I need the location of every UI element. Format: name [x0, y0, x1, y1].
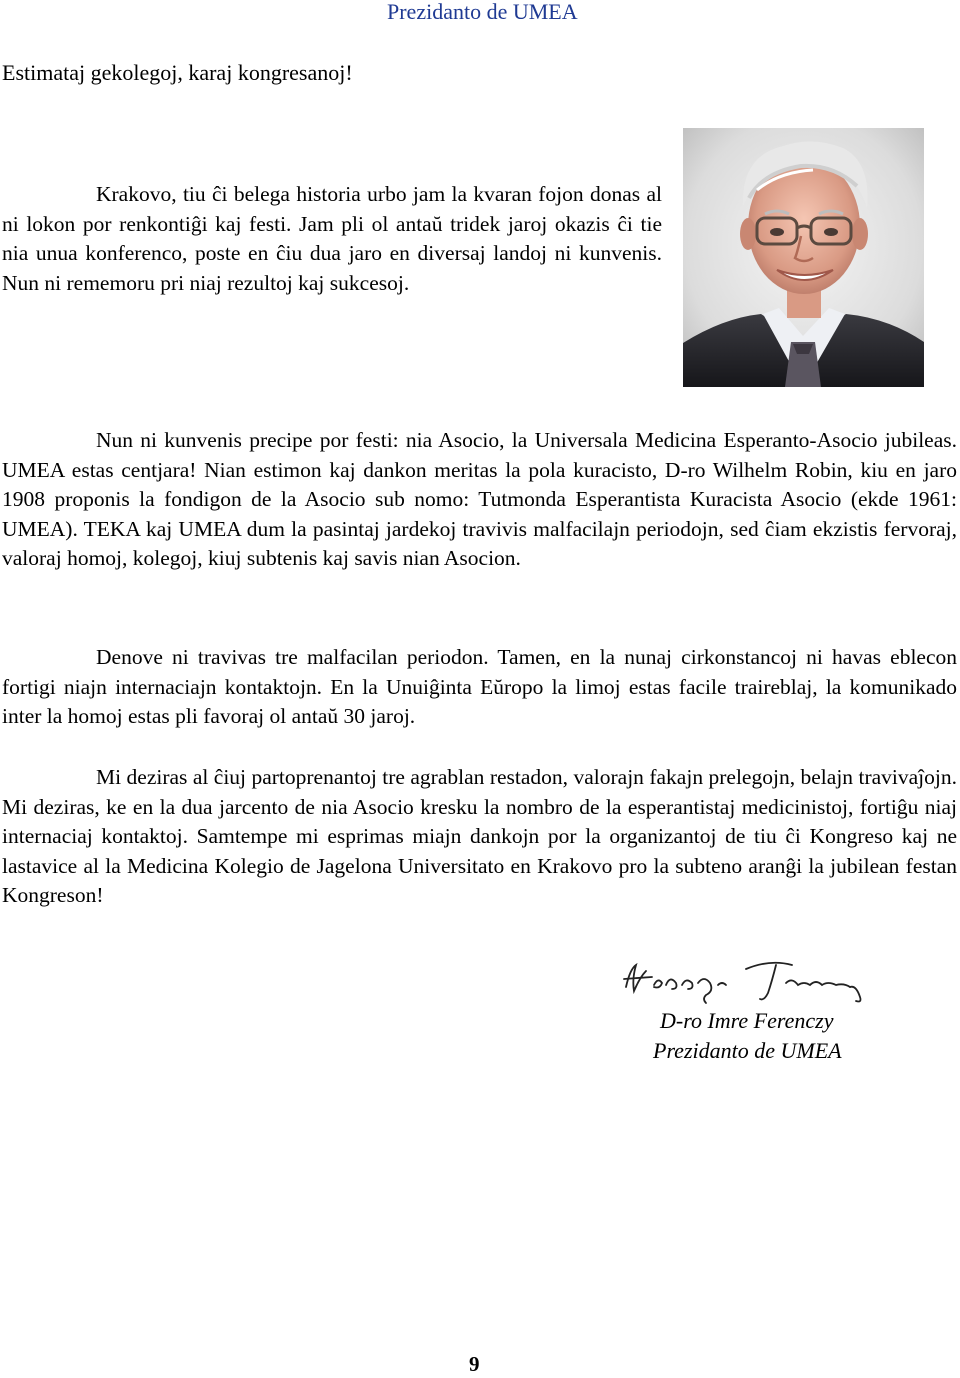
paragraph-3 — [2, 643, 957, 732]
running-header: Prezidanto de UMEA — [387, 0, 578, 24]
paragraph-4-text: Mi deziras al ĉiuj partoprenantoj tre agrablan restadon, valorajn fakajn prelegojn, belajn travivaĵojn. Mi deziras, ke en la dua jarcento de nia Asocio kresku la nombro de la esperantistaj medicinistoj, fortiĝu niaj internaciaj kontaktoj. Samtempe mi esprimas miajn dankojn por la organizantoj de tiu ĉi Kongreso kaj ne lastavice al la Medicina Kolegio de Jagelona Universitato en Krakovo pro la subteno aranĝi la jubilean festan Kongreson! — [2, 765, 957, 908]
handwritten-signature-icon — [600, 955, 890, 1007]
portrait-icon — [683, 128, 924, 387]
paragraph-2 — [2, 426, 957, 574]
signature-block — [600, 955, 900, 1085]
paragraph-3-text: Denove ni travivas tre malfacilan periodon. Tamen, en la nunaj cirkonstancoj ni havas eblecon fortigi niajn internaciajn kontaktojn. En la Unuiĝinta Eŭropo la limoj estas facile traireblaj, la komunikado inter la homoj estas pli favoraj ol antaŭ 30 jaroj. — [2, 645, 957, 729]
paragraph-1 — [2, 180, 662, 298]
portrait-photo — [683, 128, 924, 387]
signature-title: Prezidanto de UMEA — [653, 1038, 842, 1063]
paragraph-1-text: Krakovo, tiu ĉi belega historia urbo jam la kvaran fojon donas al ni lokon por renkontiĝi kaj festi. Jam pli ol antaŭ tridek jaroj okazis ĉi tie nia unua konferenco, poste en ĉiu dua jaro en diversaj landoj ni kunvenis. Nun ni rememoru pri niaj rezultoj kaj sukcesoj. — [2, 182, 662, 295]
greeting: Estimataj gekolegoj, karaj kongresanoj! — [2, 60, 353, 85]
paragraph-4 — [2, 763, 957, 911]
signature-name: D-ro Imre Ferenczy — [660, 1008, 834, 1033]
page-number: 9 — [469, 1352, 480, 1376]
paragraph-2-text: Nun ni kunvenis precipe por festi: nia Asocio, la Universala Medicina Esperanto-Asocio jubileas. UMEA estas centjara! Nian estimon kaj dankon meritas la pola kuracisto, D-ro Wilhelm Robin, kiu en jaro 1908 proponis la fondigon de la Asocio sub nomo: Tutmonda Esperantista Kuracista Asocio (ekde 1961: UMEA). TEKA kaj UMEA dum la pasintaj jardekoj travivis malfacilajn periodojn, sed ĉiam ekzistis fervoraj, valoraj homoj, kolegoj, kiuj subtenis kaj savis nian Asocion. — [2, 428, 957, 571]
